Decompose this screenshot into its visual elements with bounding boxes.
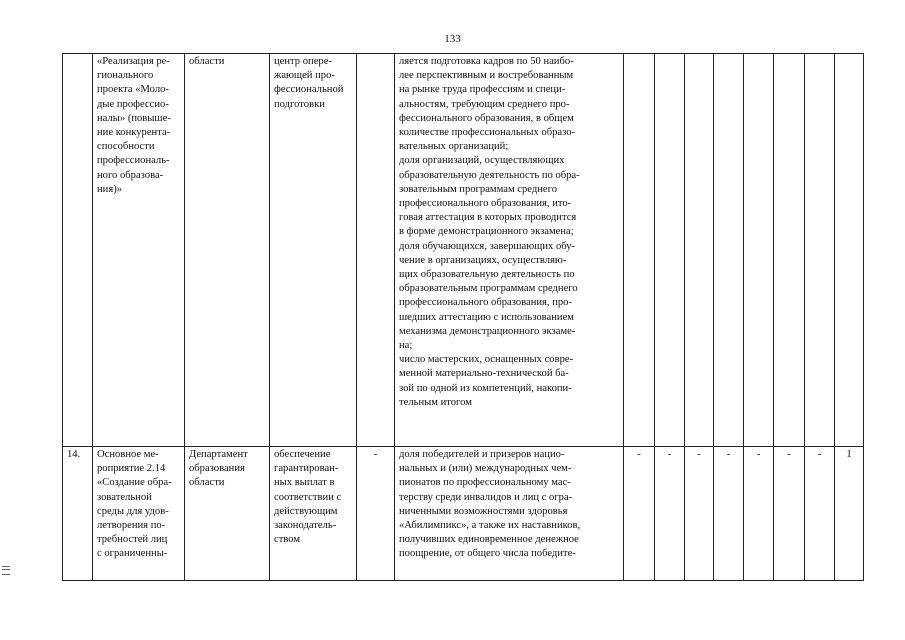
page-number: 133 (444, 33, 461, 45)
program-table (62, 53, 864, 581)
value-cell: - (774, 447, 805, 581)
value-cell (714, 54, 744, 447)
measure-name: «Реализация ре- гионального проекта «Моло- дые профессио- налы» (повыше- ние конкурента- способности профессиональ- ного образова- ния)» (93, 54, 185, 447)
value-cell (655, 54, 685, 447)
value-cell (744, 54, 774, 447)
value-cell: - (685, 447, 714, 581)
link-cell (357, 54, 395, 447)
value-cell: - (655, 447, 685, 581)
value-cell (624, 54, 655, 447)
row-number (63, 54, 93, 447)
row-number: 14. (63, 447, 93, 581)
value-cell (774, 54, 805, 447)
value-cell (835, 54, 864, 447)
margin-mark-icon (2, 566, 10, 575)
value-cell (685, 54, 714, 447)
value-cell: 1 (835, 447, 864, 581)
value-cell: - (744, 447, 774, 581)
indicator-text: ляется подготовка кадров по 50 наибо- лее перспективным и востребованным на рынке труда профессиям и специ- альностям, требующим среднего про- фессионального образования, в общем количестве профессиональных образо- вательных организаций; доля организаций, осуществляющих образовательную деятельность по обра- зовательным программам среднего профессионального образования, ито- говая аттестация в которых проводится в форме демонстрационного экзамена; доля обучающихся, завершающих обу- чение в организациях, осуществляю- щих образовательную деятельность по образовательным программам среднего профессионального образования, про- шедших аттестацию с использованием механизма демонстрационного экзаме- на; число мастерских, оснащенных совре- менной материально-технической ба- зой по одной из компетенций, накопи- тельным итогом (395, 54, 624, 447)
value-cell: - (714, 447, 744, 581)
link-cell: - (357, 447, 395, 581)
expected-result: центр опере- жающей про- фессиональной подготовки (270, 54, 357, 447)
measure-name: Основное ме- роприятие 2.14 «Создание обра- зовательной среды для удов- летворения по- требностей лиц с ограниченны- (93, 447, 185, 581)
indicator-text: доля победителей и призеров нацио- нальных и (или) международных чем- пионатов по профессиональному мас- терству среди инвалидов и лиц с огра- ниченными возможностями здоровья «Абилимпикс», а также их наставников, получивших единовременное денежное поощрение, от общего числа победите- (395, 447, 624, 581)
value-cell: - (624, 447, 655, 581)
table-row (63, 447, 864, 581)
value-cell: - (805, 447, 835, 581)
expected-result: обеспечение гарантирован- ных выплат в соответствии с действующим законодатель- ством (270, 447, 357, 581)
executor: Департамент образования области (185, 447, 270, 581)
executor: области (185, 54, 270, 447)
table-row (63, 54, 864, 447)
value-cell (805, 54, 835, 447)
